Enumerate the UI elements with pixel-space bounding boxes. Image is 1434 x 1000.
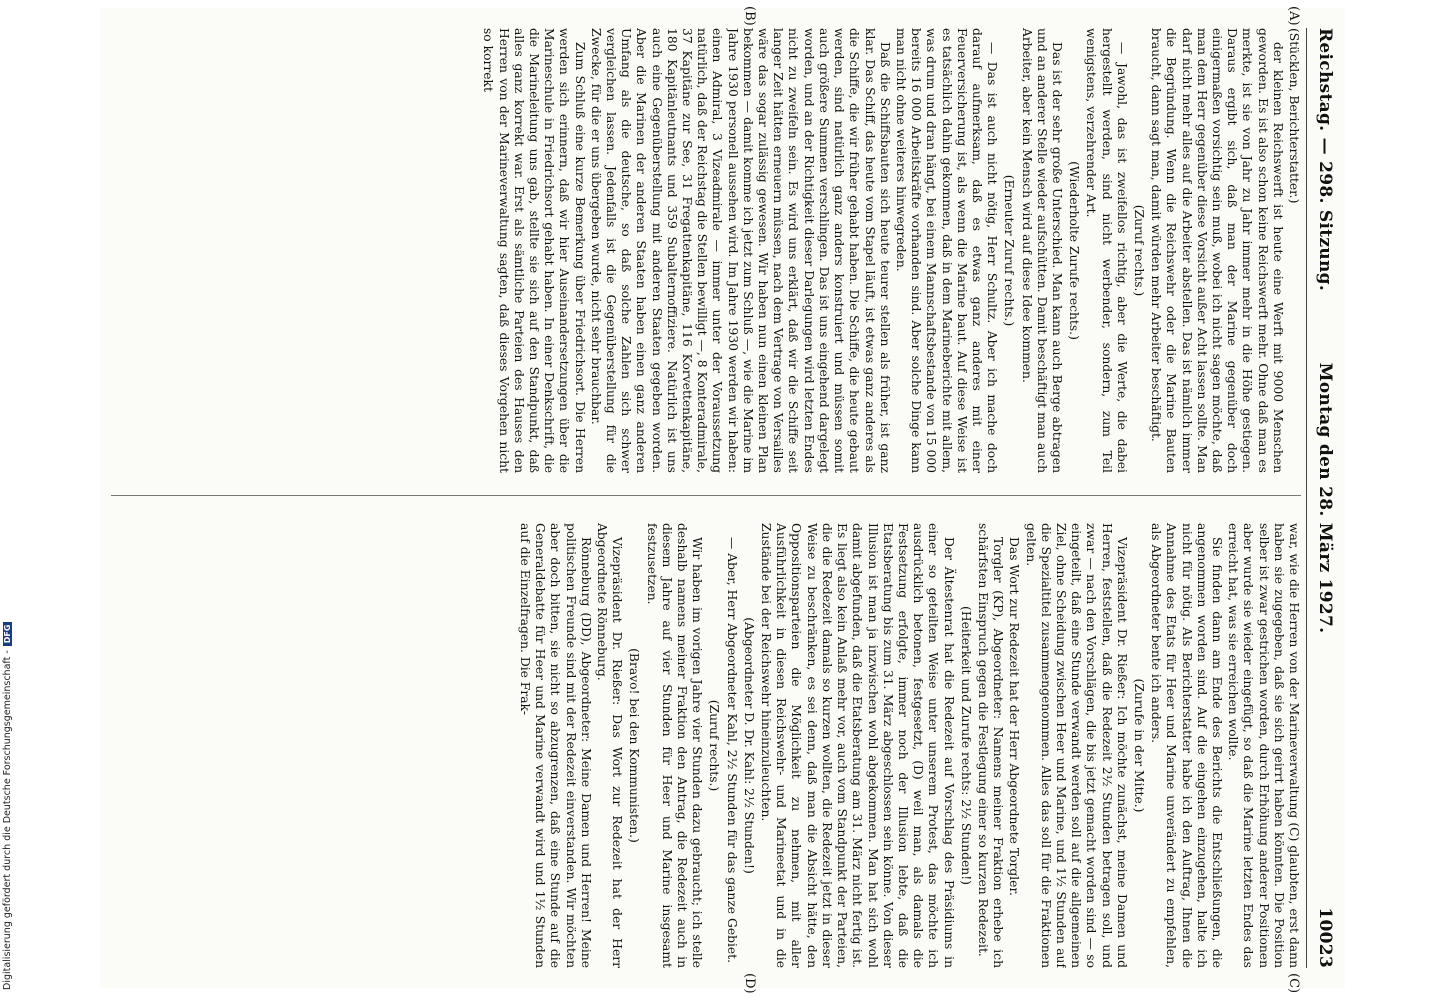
paragraph: — Aber, Herr Abgeordneter Kahl, 2½ Stunden für das ganze Gebiet. (724, 537, 739, 964)
paragraph: Der Ältestenrat hat die Redezeit auf Vorschlag des Präsidiums in einer so geteilten Weise unter unserem Protest, das möchte ich ausdrücklich betonen, festgesetzt, (D) weil man, als damals die Festsetzung erfolgte, immer noch der Illusion lebte, daß die Etatsberatung bis zum 31. März abgeschlossen sein könne. Von dieser Illusion ist man ja inzwischen wohl abgekommen. Man hat sich wohl damit abgefunden, daß die Etatsberatung am 31. März nicht fertig ist. Es liegt also kein Anlaß mehr vor, auch vom Standpunkt der Parteien, die die Redezeit damals so kurzen wollten, die Redezeit jetzt in dieser Weise zu beschränken, es sei denn, daß man die Absicht hätte, den Oppositionsparteien die Möglichkeit zu nehmen, mit aller Ausführlichkeit in diesen Reichswehr- und Marineetat und in die Zustände bei der Reichswehr hineinzuleuchten. (759, 523, 956, 968)
page-header (1309, 28, 1335, 968)
rotated-page (100, 6, 1345, 994)
margin-marker-d: (D) (742, 973, 757, 994)
margin-marker-c: (C) (1286, 973, 1301, 994)
margin-marker-b: (B) (742, 6, 757, 26)
paragraph: der kleinen Reichswerft ist heute eine Werft mit 9000 Menschen geworden. Es ist also schon keine Reichswerft mehr. Ohne daß man es merkte, ist sie von Jahr zu Jahr immer mehr in die Höhe gestiegen. Daraus ergibt sich, daß man der Marine gegenüber doch einigermaßen vorsichtig sein muß, wobei ich nicht sagen möchte, daß man dem Herr gegenüber diese Vorsicht außer Acht lassen sollte. Man darf nicht mehr alles auf die Arbeiter abstellen. Das ist nämlich immer die Begründung. Wenn die Reichswehr oder die Marine Bauten braucht, dann sagt man, damit würden mehr Arbeiter beschäftigt. (1149, 28, 1285, 473)
header-left: Reichstag. — 298. Sitzung. (1315, 28, 1335, 292)
column-rule (111, 495, 1301, 496)
header-date: Montag den 28. März 1927. (1315, 362, 1335, 634)
interjection: (Zuruf rechts.) (1131, 204, 1146, 297)
paragraph: Zum Schluß eine kurze Bemerkung über Friedrichsort. Die Herren werden sich erinnern, daß wir hier Auseinandersetzungen über die Marineschule in Friedrichsort gehabt haben. In einer Denkschrift, die die Marineleitung uns gab, stellte sie sich auf den Standpunkt, daß alles ganz korrekt war. Erst als sämtliche Parteien des Hauses den Herren von der Marineverwaltung sagten, daß dieses Vorgehen nicht so korrekt (481, 28, 587, 473)
paragraph: Vizepräsident Dr. Rießer: Das Wort zur Redezeit hat der Herr Abgeordnete Rönneburg. (595, 523, 625, 968)
paragraph: war, wie die Herren von der Marineverwaltung (C) glaubten, erst dann haben sie zugegeben, daß sie sich geirrt haben könnten. Die Position selber ist zwar gestrichen worden, durch Erhöhung anderer Positionen aber wurde sie wieder eingefügt, so daß die Marine letzten Endes das erreicht hat, was sie erreichen wollte. (1226, 523, 1301, 968)
interjection: (Heiterkeit und Zurufe rechts: 2½ Stunden!) (958, 606, 973, 885)
margin-marker-a: (A) (1286, 6, 1301, 26)
header-rule (1306, 28, 1307, 968)
left-column (111, 28, 1301, 473)
interjection: (Wiederholte Zurufe rechts.) (1067, 161, 1082, 340)
interjection: (Zuruf rechts.) (707, 699, 722, 792)
paragraph: Sie finden dann am Ende des Berichts die Entschließungen, die angenommen worden sind. Auf die eingehen einzugehen, halte ich nicht für nötig. Als Berichterstatter habe ich den Auftrag, Ihnen die Annahme des Etats für Heer und Marine unverändert zu empfehlen, als Abgeordneter bente ich anders. (1149, 523, 1224, 968)
paragraph: Daß die Schiffsbauten sich heute teurer stellen als früher, ist ganz klar. Das Schiff, das heute vom Stapel läuft, ist etwas ganz anderes als die Schiffe, die wir früher gehabt haben. Die Schiffe, die heute gebaut werden, sind natürlich ganz anders konstruiert und müssen somit auch größere Summen verschlingen. Das ist uns eingehend dargelegt worden, und an der Richtigkeit dieser Darlegungen wird letzten Endes nicht zu zweifeln sein. Es wird uns erklärt, daß wir die Schiffe seit langer Zeit hätten erneuern müssen, nach dem Vertrage von Versailles wäre das sogar zulässig gewesen. Wir haben nun einen kleinen Plan bekommen — damit komme ich jetzt zum Schluß —, wie die Marine im Jahre 1930 personell aussehen wird. Im Jahre 1930 werden wir haben: einen Admiral, 3 Vizeadmirale — immer unter der Voraussetzung natürlich, daß der Reichstag die Stellen bewilligt —, 8 Konteradmirale, 37 Kapitäne zur See, 31 Fregattenkapitäne, 116 Korvettenkapitäne, 180 Kapitänleutnants und 359 Subalternoffiziere. Natürlich ist uns auch eine Gegenüberstellung mit anderen Staaten gegeben worden. Aber die Marinen der anderen Staaten haben einen ganz anderen Umfang als die deutsche, so daß solche Zahlen sich schwer vergleichen lassen. Jedenfalls ist die Gegenüberstellung für die Zwecke, für die er uns übergeben wurde, nicht sehr brauchbar. (588, 28, 892, 473)
paragraph: Vizepräsident Dr. Rießer: Ich möchte zunächst, meine Damen und Herren, feststellen, daß die Redezeit 2½ Stunden betragen soll, und zwar — nach den Vorschlägen, die bis jetzt gemacht worden sind — so eingeteilt, daß eine Stunde verwandt werden soll auf die allgemeinen Ziel, ohne Scheidung zwischen Heer und Marine, und 1½ Stunden auf die Spezialtitel zusammengenommen. Alles das soll für die Fraktionen gelten. (1023, 523, 1129, 968)
dfg-logo: DFG (3, 622, 12, 647)
paragraph: — Jawohl, das ist zweifellos richtig, aber die Werte, die dabei hergestellt werden, sind nicht werbender, sondern, zum Teil wenigstens, verzehrender Art. (1084, 28, 1129, 473)
paragraph: Rönneburg (DD), Abgeordneter: Meine Damen und Herren! Meine politischen Freunde sind mit der Redezeit einverstanden. Wir möchten aber doch bitten, sie nicht so abzugrenzen, daß eine Stunde auf die Generaldebatte für Heer und Marine verwandt wird und 1½ Stunden auf die Einzelfragen. Die Frak- (518, 523, 593, 968)
paragraph: — Das ist auch nicht nötig, Herr Schultz. Aber ich mache doch darauf aufmerksam, daß es etwas ganz anderes mit einer Feuerversicherung ist, als wenn die Marine baut. Auf diese Weise ist es tatsächlich dahin gekommen, daß in dem Marineberichte mit allem, was drum und dran hängt, bei einem Mannschaftsbestande von 15 000 bereits 16 000 Arbeitskräfte vorhanden sind. Aber solche Dinge kann man nicht ohne weiteres hinwegreden. (893, 28, 1000, 473)
speaker-note: (Stücklen, Berichterstatter.) (1287, 28, 1301, 204)
interjection: (Zurufe in der Mitte.) (1131, 678, 1146, 813)
right-column (111, 523, 1301, 968)
page-number: 10023 (1315, 907, 1335, 968)
digitization-credit (2, 560, 14, 990)
interjection: (Bravo! bei den Kommunisten.) (627, 648, 642, 843)
paragraph: Wir haben im vorigen Jahre vier Stunden dazu gebraucht; ich stelle deshalb namens meiner Fraktion den Antrag, die Redezeit auch in diesem Jahre auf vier Stunden für Heer und Marine insgesamt festzusetzen. (644, 523, 705, 968)
interjection: (Abgeordneter D. Dr. Kahl: 2½ Stunden!) (741, 617, 756, 874)
interjection: (Erneuter Zuruf rechts.) (1002, 174, 1017, 327)
paragraph: Das ist der sehr große Unterschied. Man kann auch Berge abtragen und an anderer Stelle wieder aufschütten. Damit beschäftigt man auch Arbeiter, aber kein Mensch wird auf diese Idee kommen. (1019, 28, 1064, 473)
credit-text: Digitalisierung gefördert durch die Deutsche Forschungsgemeinschaft - (2, 650, 13, 990)
paragraph: Das Wort zur Redezeit hat der Herr Abgeordnete Torgler. (1007, 537, 1022, 896)
paragraph: Torgler (KP), Abgeordneter: Namens meiner Fraktion erhebe ich schärfsten Einspruch gegen die Festlegung einer so kurzen Redezeit. (975, 523, 1006, 968)
